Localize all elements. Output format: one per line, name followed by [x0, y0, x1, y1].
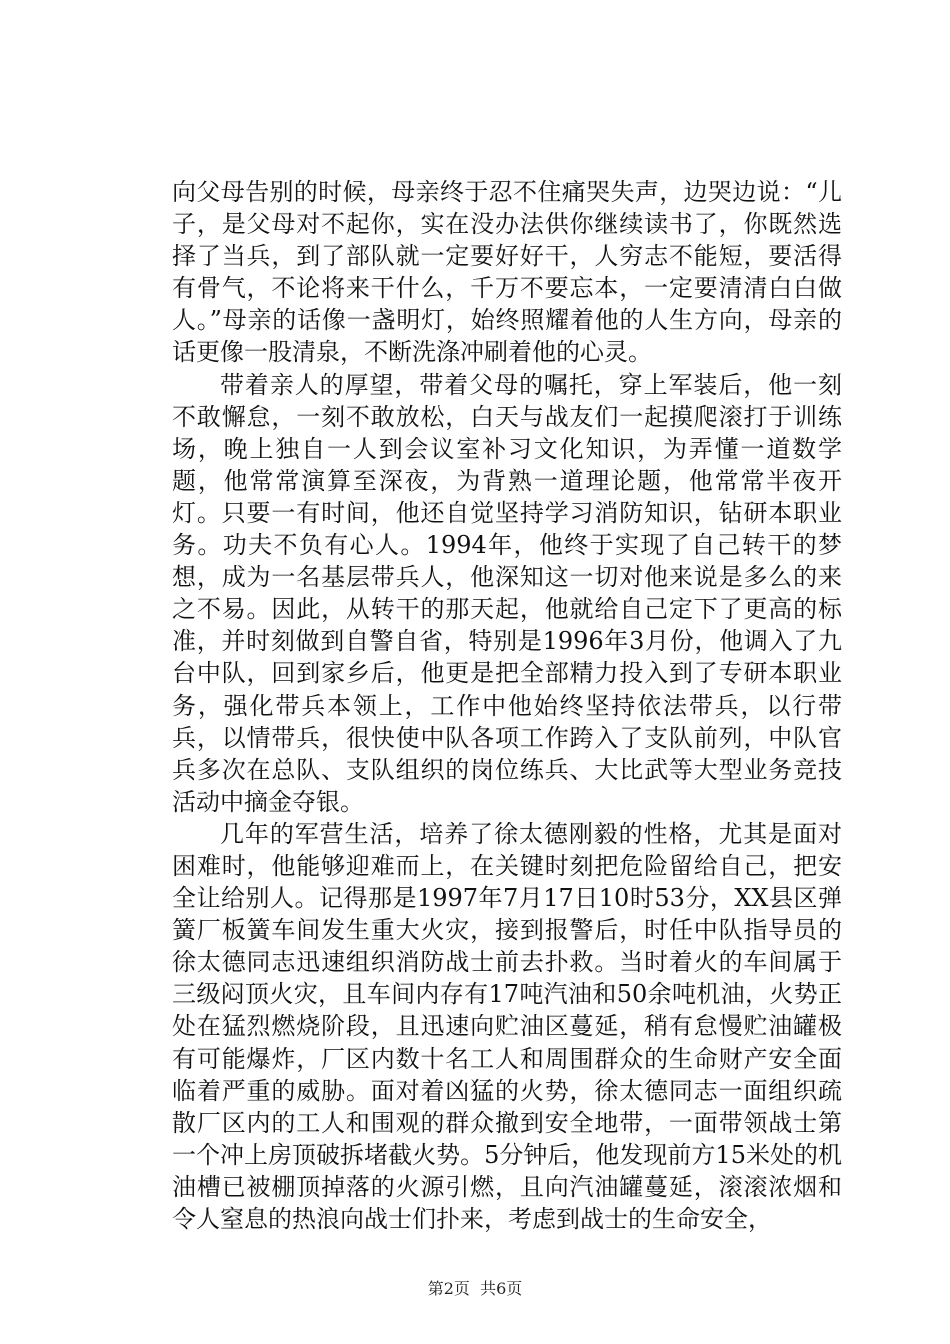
body-text — [172, 176, 842, 1235]
paragraph-2: 带着亲人的厚望，带着父母的嘱托，穿上军装后，他一刻不敢懈怠，一刻不敢放松，白天与战友们一起摸爬滚打于训练场，晚上独自一人到会议室补习文化知识，为弄懂一道数学题，他常常演算至深夜，为背熟一道理论题，他常常半夜开灯。只要一有时间，他还自觉坚持学习消防知识，钻研本职业务。功夫不负有心人。1994年，他终于实现了自己转干的梦想，成为一名基层带兵人，他深知这一切对他来说是多么的来之不易。因此，从转干的那天起，他就给自己定下了更高的标准，并时刻做到自警自省，特别是1996年3月份，他调入了九台中队，回到家乡后，他更是把全部精力投入到了专研本职业务，强化带兵本领上，工作中他始终坚持依法带兵，以行带兵，以情带兵，很快使中队各项工作跨入了支队前列，中队官兵多次在总队、支队组织的岗位练兵、大比武等大型业务竞技活动中摘金夺银。 — [172, 370, 842, 816]
page-footer: 第2页 共6页 — [427, 1279, 523, 1298]
paragraph-1: 向父母告别的时候，母亲终于忍不住痛哭失声，边哭边说：“儿子，是父母对不起你，实在没办法供你继续读书了，你既然选择了当兵，到了部队就一定要好好干，人穷志不能短，要活得有骨气，不论将来干什么，千万不要忘本，一定要清清白白做人。”母亲的话像一盏明灯，始终照耀着他的人生方向，母亲的话更像一股清泉，不断洗涤冲刷着他的心灵。 — [172, 178, 842, 367]
paragraph-3: 几年的军营生活，培养了徐太德刚毅的性格，尤其是面对困难时，他能够迎难而上，在关键时刻把危险留给自己，把安全让给别人。记得那是1997年7月17日10时53分，XX县区弹簧厂板簧车间发生重大火灾，接到报警后，时任中队指导员的徐太德同志迅速组织消防战士前去扑救。当时着火的车间属于三级闷顶火灾，且车间内存有17吨汽油和50余吨机油，火势正处在猛烈燃烧阶段，且迅速向贮油区蔓延，稍有怠慢贮油罐极有可能爆炸，厂区内数十名工人和周围群众的生命财产安全面临着严重的威胁。面对着凶猛的火势，徐太德同志一面组织疏散厂区内的工人和围观的群众撤到安全地带，一面带领战士第一个冲上房顶破拆堵截火势。5分钟后，他发现前方15米处的机油槽已被棚顶掉落的火源引燃，且向汽油罐蔓延，滚滚浓烟和令人窒息的热浪向战士们扑来，考虑到战士的生命安全， — [172, 819, 842, 1233]
